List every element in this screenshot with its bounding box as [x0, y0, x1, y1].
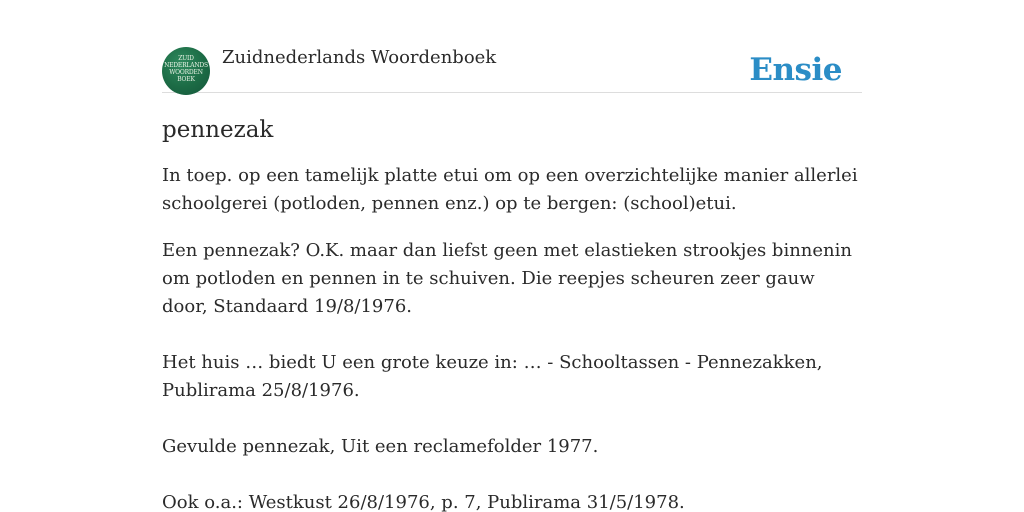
example-2: Het huis … biedt U een grote keuze in: … - Schooltassen - Pennezakken, Publirama 25/8/1976. — [162, 352, 823, 401]
dictionary-name[interactable]: Zuidnederlands Woordenboek — [222, 47, 497, 68]
headword: pennezak — [162, 117, 274, 143]
entry-content — [162, 112, 862, 512]
example-3: Gevulde pennezak, Uit een reclamefolder 1977. — [162, 436, 599, 457]
example-4: Ook o.a.: Westkust 26/8/1976, p. 7, Publirama 31/5/1978. — [162, 492, 685, 512]
ensie-brand-logo[interactable]: Ensie — [749, 52, 842, 88]
site-header — [162, 44, 862, 93]
example-1: Een pennezak? O.K. maar dan liefst geen met elastieken strookjes binnenin om potloden en pennen in te schuiven. Die reepjes scheuren zeer gauw door, Standaard 19/8/1976. — [162, 240, 852, 317]
logo-text: ZUID NEDERLANDS WOORDEN BOEK — [164, 55, 208, 83]
dictionary-logo[interactable] — [162, 47, 210, 95]
definition: In toep. op een tamelijk platte etui om op een overzichtelijke manier allerlei schoolgerei (potloden, pennen enz.) op te bergen: (school)etui. — [162, 165, 858, 214]
